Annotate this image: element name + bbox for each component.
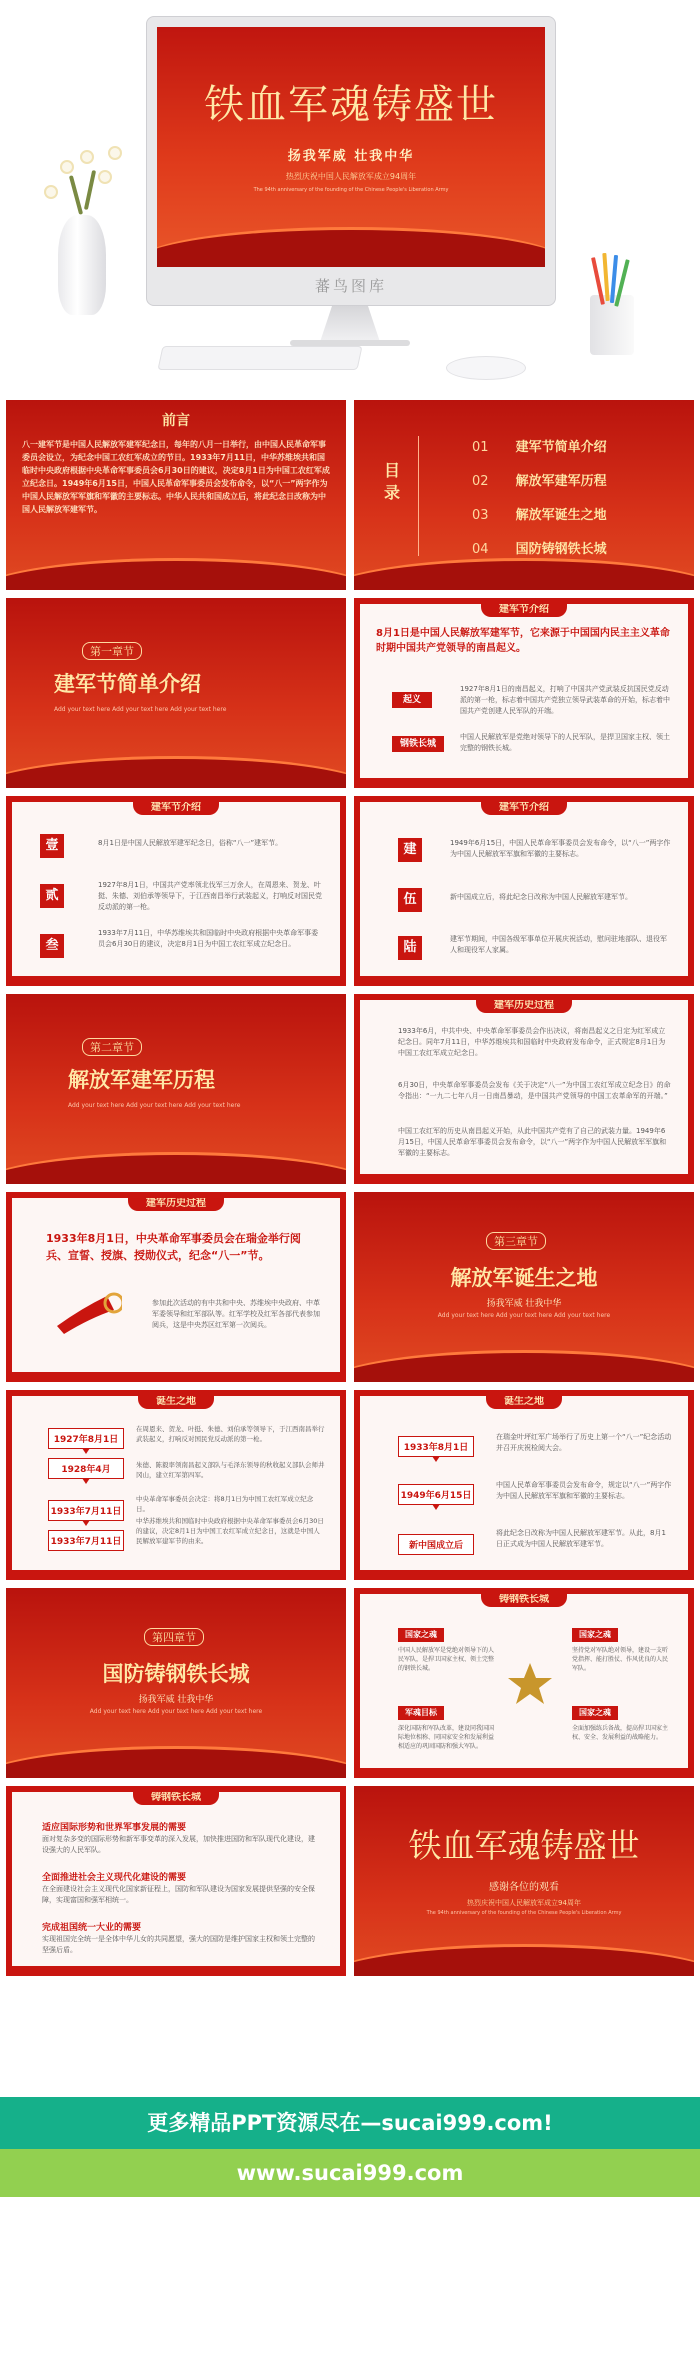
contents-label: 目录: [384, 461, 401, 502]
section-small: Add your text here Add your text here Add your text here: [89, 1708, 263, 1715]
slide-banner: 诞生之地: [138, 1390, 214, 1409]
slide-banner: 建军节介绍: [481, 598, 567, 617]
arrow-down-icon: [82, 1520, 90, 1526]
date-tag: 新中国成立后: [398, 1534, 474, 1555]
tag: 钢铁长城: [392, 736, 444, 752]
history-paragraph: 6月30日，中央革命军事委员会发布《关于决定“八一”为中国工农红军成立纪念日》的命令指出：“一九二七年八月一日南昌暴动，是中国共产党领导的中国工农革命军的开端。”: [398, 1081, 671, 1100]
tag-text: 中国人民解放军是党绝对领导下的人民军队，是捍卫国家主权、领土完整的钢铁长城。: [398, 1647, 495, 1672]
slide-headline: 8月1日是中国人民解放军建军节，它来源于中国国内民主主义革命时期中国共产党领导的南昌起义。: [376, 628, 670, 654]
contents-text: 解放军建军历程: [515, 474, 607, 489]
divider: [418, 436, 419, 556]
flower-decoration: [44, 185, 58, 199]
section-heading: 适应国际形势和世界军事发展的需要: [42, 1823, 187, 1833]
section-small: Add your text here Add your text here Add your text here: [437, 1312, 611, 1319]
ending-tiny: The 94th anniversary of the founding of the Chinese People's Liberation Army: [426, 1910, 622, 1916]
contents-item[interactable]: [472, 504, 607, 523]
slide-intro: [354, 598, 694, 788]
slide-great-wall-2: [6, 1786, 346, 1976]
slide-section-4: [6, 1588, 346, 1778]
contents-item[interactable]: [472, 470, 607, 489]
slide-banner: 建军历史过程: [128, 1192, 224, 1211]
slide-section-3: [354, 1192, 694, 1382]
ending-title: 铁血军魂铸盛世: [408, 1826, 640, 1865]
trumpet-icon: [52, 1288, 122, 1338]
slide-ending: [354, 1786, 694, 1976]
section-subtitle: 扬我军威 壮我中华: [138, 1695, 214, 1705]
tag-text: 全面加强练兵备战，提高捍卫国家主权、安全、发展利益的战略能力。: [572, 1725, 669, 1741]
ending-subtitle: 感谢各位的观看: [489, 1882, 559, 1893]
website-banner[interactable]: [0, 2149, 700, 2197]
contents-text: 国防铸钢铁长城: [515, 542, 607, 557]
slide-body: 八一建军节是中国人民解放军建军纪念日，每年的八月一日举行，由中国人民革命军事委员会设立，为纪念中国工农红军成立的节日。1933年7月11日，中华苏维埃共和国临时中央政府根据中央革命军事委员会6月30日的建议，决定8月1日为中国工农红军成立纪念日。1949年6月15日，中国人民革命军事委员会发布命令，以“八一”两字作为中国人民解放军军旗和军徽的主要标志。中华人民共和国成立后，将此纪念日改称为中国人民解放军建军节。: [22, 440, 330, 514]
section-title: 解放军诞生之地: [450, 1266, 598, 1290]
monitor-stand: [320, 306, 380, 342]
tag: 起义: [392, 692, 432, 708]
slide-section-2: [6, 994, 346, 1184]
tag-text: 建军节期间，中国各级军事单位开展庆祝活动，慰问驻地部队、退役军人和现役军人家属。: [450, 935, 667, 954]
birthplace-text: 中国人民革命军事委员会发布命令，规定以“八一”两字作为中国人民解放军军旗和军徽的主要标志。: [496, 1481, 672, 1500]
tag: 军魂目标: [398, 1706, 444, 1720]
hero-mockup: [0, 0, 700, 390]
slide-contents: [354, 400, 694, 590]
flower-stem: [84, 170, 96, 210]
section-subtitle: 扬我军威 壮我中华: [486, 1299, 562, 1309]
tag-text: 新中国成立后，将此纪念日改称为中国人民解放军建军节。: [450, 893, 632, 901]
slide-section-1: [6, 598, 346, 788]
tag-text: 坚持党对军队绝对领导，建设一支听党指挥、能打胜仗、作风优良的人民军队。: [572, 1647, 669, 1672]
slide-preface: [6, 400, 346, 590]
section-label: 第三章节: [486, 1232, 546, 1250]
section-small: Add your text here Add your text here Add your text here: [54, 706, 227, 713]
birthplace-text: 中央革命军事委员会决定：将8月1日为中国工农红军成立纪念日。: [136, 1495, 314, 1513]
contents-num: 01: [472, 440, 489, 455]
tag-text: 8月1日是中国人民解放军建军纪念日，俗称“八一”建军节。: [98, 839, 283, 847]
tag: 国家之魂: [572, 1628, 618, 1642]
slide-intro-list-1: [6, 796, 346, 986]
slide-great-wall: [354, 1588, 694, 1778]
flower-decoration: [60, 160, 74, 174]
website-text: www.sucai999.com: [236, 2161, 464, 2185]
hero-title: 铁血军魂铸盛世: [204, 82, 498, 128]
slide-banner: 建军节介绍: [481, 796, 567, 815]
birthplace-text: 中华苏维埃共和国临时中央政府根据中央革命军事委员会6月30日的建议，决定8月1日为中国工农红军成立纪念日，这就是中国人民解放军建军节的由来。: [136, 1517, 324, 1545]
promo-banner[interactable]: [0, 2097, 700, 2149]
promo-text: 更多精品PPT资源尽在—sucai999.com!: [147, 2111, 553, 2135]
history-paragraph: 1933年6月，中共中央、中央革命军事委员会作出决议，将南昌起义之日定为红军成立纪念日。同年7月11日，中华苏维埃共和国临时中央政府发布命令，正式规定8月1日为中国工农红军成立纪念日。: [398, 1027, 666, 1057]
hero-tiny: The 94th anniversary of the founding of the Chinese People's Liberation Army: [253, 187, 449, 193]
slide-intro-list-2: [354, 796, 694, 986]
tag: 叁: [40, 934, 64, 958]
tag-text: 1933年7月11日，中华苏维埃共和国临时中央政府根据中央革命军事委员会6月30日的建议，决定8月1日为中国工农红军成立纪念日。: [98, 929, 319, 948]
flower-decoration: [108, 146, 122, 160]
section-title: 国防铸钢铁长城: [102, 1662, 250, 1686]
tag: 伍: [398, 888, 422, 912]
tag-text: 1927年8月1日，中国共产党率领北伐军三万余人，在周恩来、贺龙、叶挺、朱德、刘伯承等领导下，于江西南昌举行武装起义，打响反对国民党反动派的第一枪。: [98, 881, 322, 911]
history-paragraph: 中国工农红军的历史从南昌起义开始，从此中国共产党有了自己的武装力量。1949年6月15日，中国人民革命军事委员会发布命令，以“八一”两字作为中国人民解放军军旗和军徽的主要标志。: [398, 1127, 667, 1157]
contents-text: 解放军诞生之地: [515, 508, 607, 523]
vase-decoration: [58, 215, 106, 315]
birthplace-text: 在瑞金叶坪红军广场举行了历史上第一个“八一”纪念活动并召开庆祝检阅大会。: [496, 1433, 672, 1452]
slide-headline: 1933年8月1日，中央革命军事委员会在瑞金举行阅兵、宣誓、授旗、授勋仪式，纪念“八一”节。: [46, 1232, 301, 1262]
slide-body: 参加此次活动的有中共和中央、苏维埃中央政府、中革军委领导和红军部队等。红军学校及红军各部代表参加阅兵，这是中央苏区红军第一次阅兵。: [152, 1299, 320, 1329]
star-icon: [506, 1660, 554, 1708]
pencil-cup-decoration: [590, 295, 634, 355]
slide-history: [354, 994, 694, 1184]
date-tag: 1927年8月1日: [48, 1428, 124, 1449]
section-label: 第一章节: [82, 642, 142, 660]
slide-banner: 铸钢铁长城: [481, 1588, 567, 1607]
section-text: 在全面建设社会主义现代化国家新征程上，国防和军队建设为国家发展提供坚强的安全保障，实现富国和强军相统一。: [42, 1885, 315, 1904]
arrow-down-icon: [432, 1504, 440, 1510]
slide-birthplace-2: [354, 1390, 694, 1580]
section-label: 第四章节: [144, 1628, 204, 1646]
tag: 贰: [40, 884, 64, 908]
hero-subtitle: 扬我军威 壮我中华: [287, 149, 415, 164]
tag: 建: [398, 838, 422, 862]
birthplace-text: 在周恩来、贺龙、叶挺、朱德、刘伯承等领导下，于江西南昌举行武装起义，打响反对国民党反动派的第一枪。: [136, 1425, 325, 1443]
birthplace-text: 将此纪念日改称为中国人民解放军建军节。从此，8月1日正式成为中国人民解放军建军节。: [496, 1529, 666, 1548]
contents-item[interactable]: [472, 436, 607, 455]
monitor-screen: [157, 27, 545, 267]
ending-line: 热烈庆祝中国人民解放军成立94周年: [467, 1899, 581, 1907]
tag-text: 1949年6月15日，中国人民革命军事委员会发布命令，以“八一”两字作为中国人民解放军军旗和军徽的主要标志。: [450, 839, 671, 858]
tag: 国家之魂: [398, 1628, 444, 1642]
section-title: 建军节简单介绍: [54, 672, 201, 696]
flower-decoration: [98, 170, 112, 184]
hero-line: 热烈庆祝中国人民解放军成立94周年: [285, 172, 417, 181]
tag-text: 深化国防和军队改革，建设同我国国际地位相称、同国家安全和发展利益相适应的巩固国防和强大军队。: [398, 1725, 495, 1750]
slide-banner: 诞生之地: [486, 1390, 562, 1409]
date-tag: 1933年8月1日: [398, 1436, 474, 1457]
tag-text: 1927年8月1日的南昌起义，打响了中国共产党武装反抗国民党反动派的第一枪，标志着中国共产党独立领导武装革命的开始，标志着中国共产党创建人民军队的开端。: [460, 685, 670, 715]
tag: 国家之魂: [572, 1706, 618, 1720]
slide-banner: 建军历史过程: [476, 994, 572, 1013]
tag: 壹: [40, 834, 64, 858]
contents-num: 02: [472, 474, 489, 489]
section-text: 实现祖国完全统一是全体中华儿女的共同愿望，强大的国防是维护国家主权和领土完整的坚强后盾。: [42, 1935, 315, 1954]
flower-decoration: [80, 150, 94, 164]
watermark-text: 蕃鸟图库: [314, 277, 387, 295]
date-tag: 1949年6月15日: [398, 1484, 474, 1505]
date-tag: 1933年7月11日: [48, 1530, 124, 1551]
tag: 陆: [398, 936, 422, 960]
contents-item[interactable]: [472, 538, 607, 557]
date-tag: 1928年4月: [48, 1458, 124, 1479]
section-title: 解放军建军历程: [68, 1068, 215, 1092]
keyboard-decoration: [157, 346, 362, 370]
mouse-decoration: [446, 356, 526, 380]
section-small: Add your text here Add your text here Add your text here: [68, 1102, 241, 1109]
arrow-down-icon: [432, 1456, 440, 1462]
contents-text: 建军节简单介绍: [515, 440, 607, 455]
slide-birthplace-1: [6, 1390, 346, 1580]
arrow-down-icon: [82, 1478, 90, 1484]
arrow-down-icon: [82, 1448, 90, 1454]
flower-stem: [69, 175, 83, 215]
slide-banner: 建军节介绍: [133, 796, 219, 815]
tag-text: 中国人民解放军是党绝对领导下的人民军队，是捍卫国家主权、领土完整的钢铁长城。: [460, 733, 670, 752]
contents-num: 04: [472, 542, 489, 557]
contents-num: 03: [472, 508, 489, 523]
slide-title: 前言: [162, 413, 190, 429]
monitor-frame: [146, 16, 556, 306]
date-tag: 1933年7月11日: [48, 1500, 124, 1521]
slide-banner: 铸钢铁长城: [133, 1786, 219, 1805]
birthplace-text: 朱德、陈毅率领南昌起义部队与毛泽东领导的秋收起义部队会师井冈山，建立红军第四军。: [136, 1461, 325, 1479]
section-label: 第二章节: [82, 1038, 142, 1056]
slide-history-2: [6, 1192, 346, 1382]
section-heading: 完成祖国统一大业的需要: [42, 1923, 142, 1933]
section-text: 面对复杂多变的国际形势和新军事变革的深入发展，加快推进国防和军队现代化建设，建设强大的人民军队。: [42, 1835, 315, 1854]
section-heading: 全面推进社会主义现代化建设的需要: [42, 1873, 187, 1883]
